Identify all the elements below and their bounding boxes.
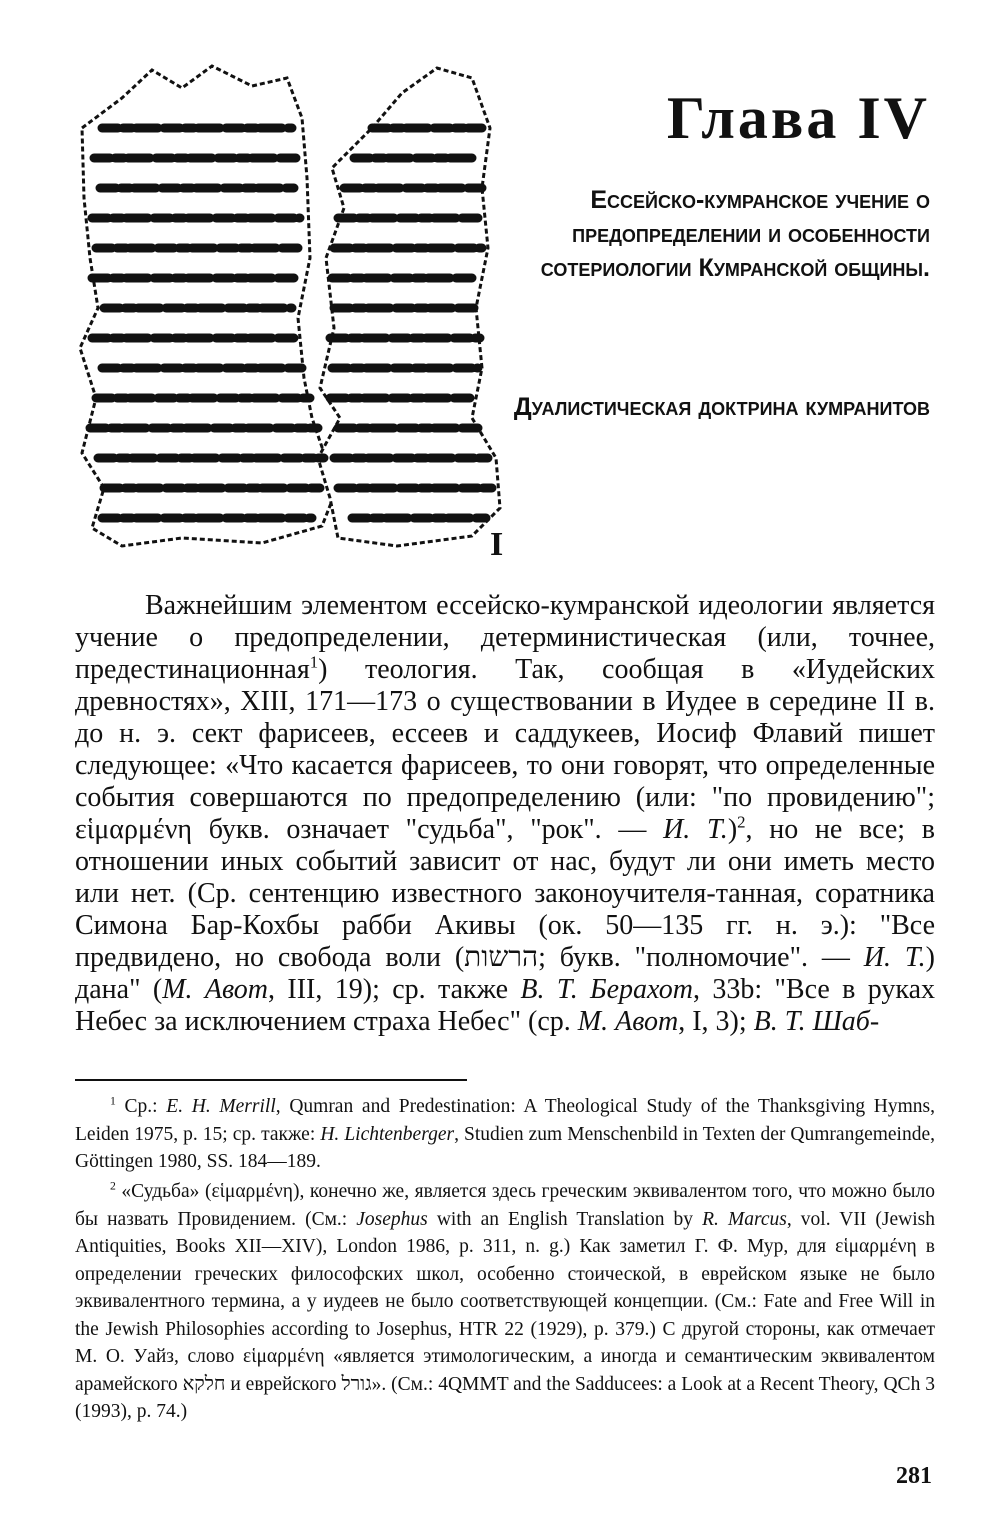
page-number: 281 (896, 1463, 932, 1489)
paragraph-text: ) (727, 814, 738, 845)
author-initials: И. Т. (863, 942, 926, 973)
author-initials: И. Т. (663, 814, 728, 845)
footnote-ref-1[interactable]: 1 (309, 652, 319, 672)
source-citation: В. Т. Шаб- (753, 1006, 880, 1037)
fragment-roman-mark: I (490, 526, 504, 563)
footnote-1 (75, 1093, 935, 1176)
section-subtitle: Дуалистическая доктрина кумранитов (513, 393, 930, 421)
scroll-fragment-svg (62, 58, 512, 568)
footnote-text: with an English Translation by (427, 1208, 703, 1230)
paragraph-text: , III, 19); ср. также (268, 974, 521, 1005)
footnote-text: , Studien zum Menschenbild in Texten der Qumrangemeinde, Göttingen 1980, SS. 184—189. (75, 1123, 935, 1172)
footnote-number: 1 (110, 1094, 116, 1108)
main-paragraph (75, 590, 935, 1038)
chapter-subtitle: Ессейско-кумранское учение о предопределении и особенности сотериологии Кумранской общины. (540, 186, 930, 282)
author-name: R. Marcus (702, 1208, 787, 1230)
source-citation: М. Авот (577, 1006, 679, 1037)
scroll-fragment-image (62, 58, 512, 568)
source-citation: В. Т. Берахот (520, 974, 693, 1005)
paragraph-text: , но не все; в отношении иных событий зависит от нас, будут ли они иметь место или нет. (Ср. сентенцию известного законоучителя-танная, соратника Симона Бар-Кохбы рабби Акивы (ок. 50—135 гг. н. э.): "Все предвидено, но свобода воли (הרשות; букв. "полномочие". — (75, 814, 935, 973)
author-name: H. Lichtenberger (320, 1123, 455, 1145)
footnote-text: «Судьба» (εἱμαρμένη), конечно же, является здесь греческим эквивалентом того, что можно было бы назвать Провидением. (См.: (75, 1181, 935, 1230)
footnote-2 (75, 1178, 935, 1426)
author-name: Josephus (356, 1208, 428, 1230)
paragraph-text: ) теология. Так, сообщая в «Иудейских древностях», XIII, 171—173 о существовании в Иудее в середине II в. до н. э. сект фарисеев, ессеев и саддукеев, Иосиф Флавий пишет следующее: «Что касается фарисеев, то они говорят, что определенные события совершаются по предопределению (или: "по провидению"; εἱμαρμένη букв. означает "судьба", "рок". — (75, 654, 935, 845)
footnote-text: , Qumran and Predestination: A Theological Study of the Thanksgiving Hymns, Leiden 1975, p. 15; ср. также: (75, 1096, 935, 1145)
footnote-number: 2 (110, 1179, 116, 1193)
footnote-text: , vol. VII (Jewish Antiquities, Books XII—XIV), London 1986, p. 311, n. g.) Как заметил Г. Ф. Мур, для εἱμαρμένη в определении греческих философских школ, особенно стоической, в еврейском языке не было эквивалентного термина, а у иудеев не было соответствующей концепции. (См.: Fate and Free Will in the Jewish Philosophies according to Josephus, HTR 22 (1929), p. 379.) С другой стороны, как отмечает М. О. Уайз, слово εἱμαρμένη «является этимологическим, а иногда и семантическим эквивалентом арамейского חלקא и еврейского גורל». (См.: 4QMMT and the Sadducees: a Look at a Recent Theory, QCh 3 (1993), p. 74.) (75, 1208, 936, 1422)
footnote-text: Ср.: (115, 1096, 167, 1117)
footnote-ref-2[interactable]: 2 (737, 812, 746, 832)
paragraph-text: , 33b: "Все в руках Небес за исключением страха Небес" (ср. (75, 974, 935, 1037)
source-citation: М. Авот (162, 974, 269, 1005)
footnote-divider (75, 1079, 467, 1081)
chapter-title: Глава IV (666, 85, 930, 151)
paragraph-text: Важнейшим элементом ессейско-кумранской идеологии является учение о предопределении, детерминистическая (или, точнее, предестинационная (75, 590, 935, 685)
author-name: E. H. Merrill (166, 1096, 276, 1117)
paragraph-text: ) дана" ( (75, 942, 935, 1005)
paragraph-text: , I, 3); (678, 1006, 754, 1037)
